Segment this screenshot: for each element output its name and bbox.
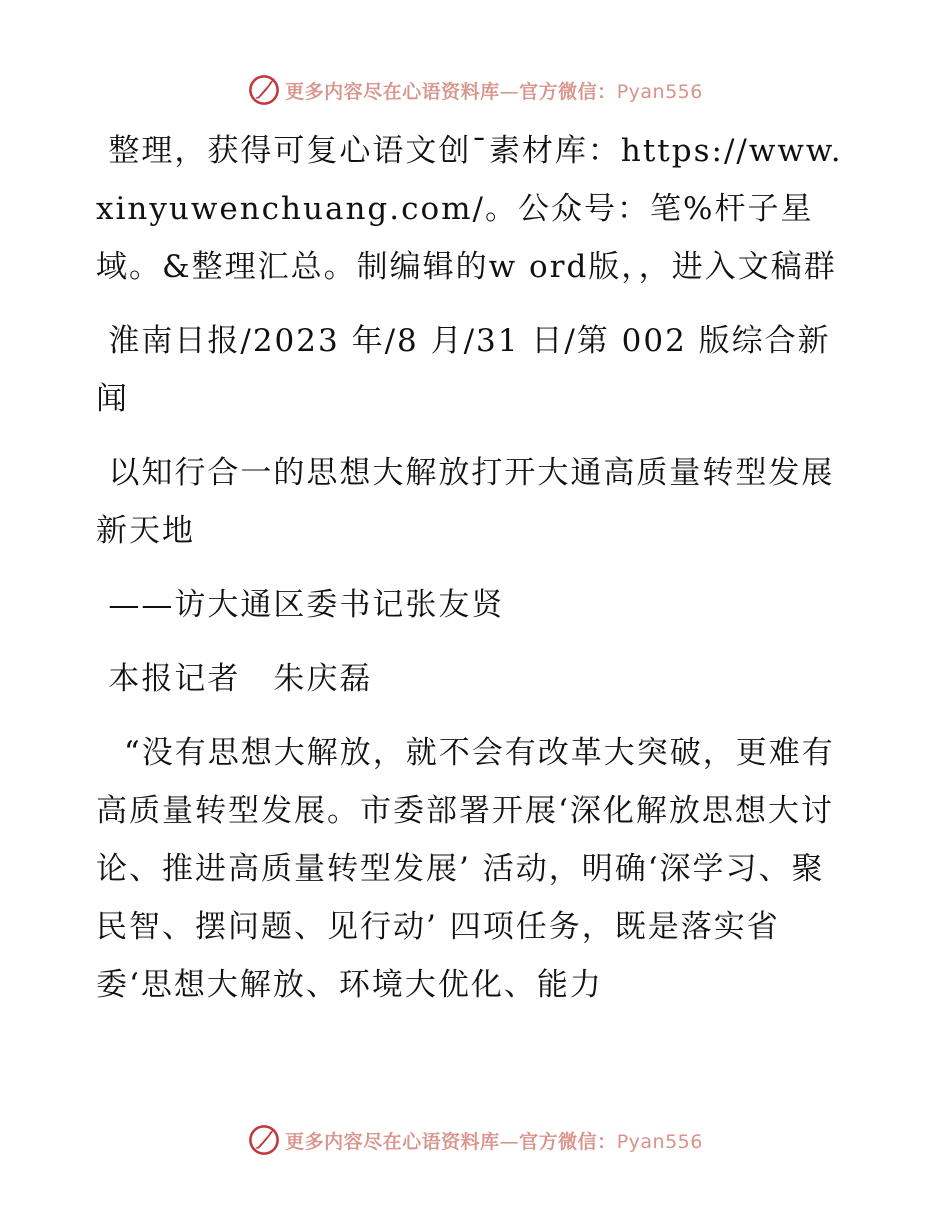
footer-banner [0, 1120, 950, 1160]
document-body [96, 122, 856, 1030]
banner-text [285, 1127, 703, 1154]
banner-label: 官方微信： [519, 1130, 617, 1153]
banner-dash: — [499, 80, 520, 103]
source-line: 淮南日报/2023 年/8 月/31 日/第 002 版综合新闻 [96, 323, 831, 417]
quill-logo-icon [247, 1123, 281, 1157]
article-title: 以知行合一的思想大解放打开大通高质量转型发展新天地 [96, 455, 835, 549]
header-banner [0, 70, 950, 110]
reporter-line: 本报记者 朱庆磊 [108, 661, 373, 697]
banner-label: 官方微信： [519, 80, 617, 103]
quill-logo-icon [247, 73, 281, 107]
banner-wechat-id: Pyan556 [616, 1130, 703, 1153]
banner-title: 更多内容尽在心语资料库 [285, 80, 500, 103]
banner-wechat-id: Pyan556 [616, 80, 703, 103]
banner-text [285, 77, 703, 104]
banner-title: 更多内容尽在心语资料库 [285, 1130, 500, 1153]
intro-paragraph: 整理，获得可复心语文创¯素材库：https://www.xinyuwenchuang.com/。公众号：笔%杆子星域。&整理汇总。制编辑的w ord版，，进入文稿群 [96, 133, 843, 285]
banner-dash: — [499, 1130, 520, 1153]
body-paragraph: “没有思想大解放，就不会有改革大突破，更难有高质量转型发展。市委部署开展‘深化解放思想大讨论、推进高质量转型发展’ 活动，明确‘深学习、聚民智、摆问题、见行动’ 四项任务，既是落实省委‘思想大解放、环境大优化、能力 [96, 735, 835, 1003]
article-subtitle: ——访大通区委书记张友贤 [108, 587, 505, 623]
